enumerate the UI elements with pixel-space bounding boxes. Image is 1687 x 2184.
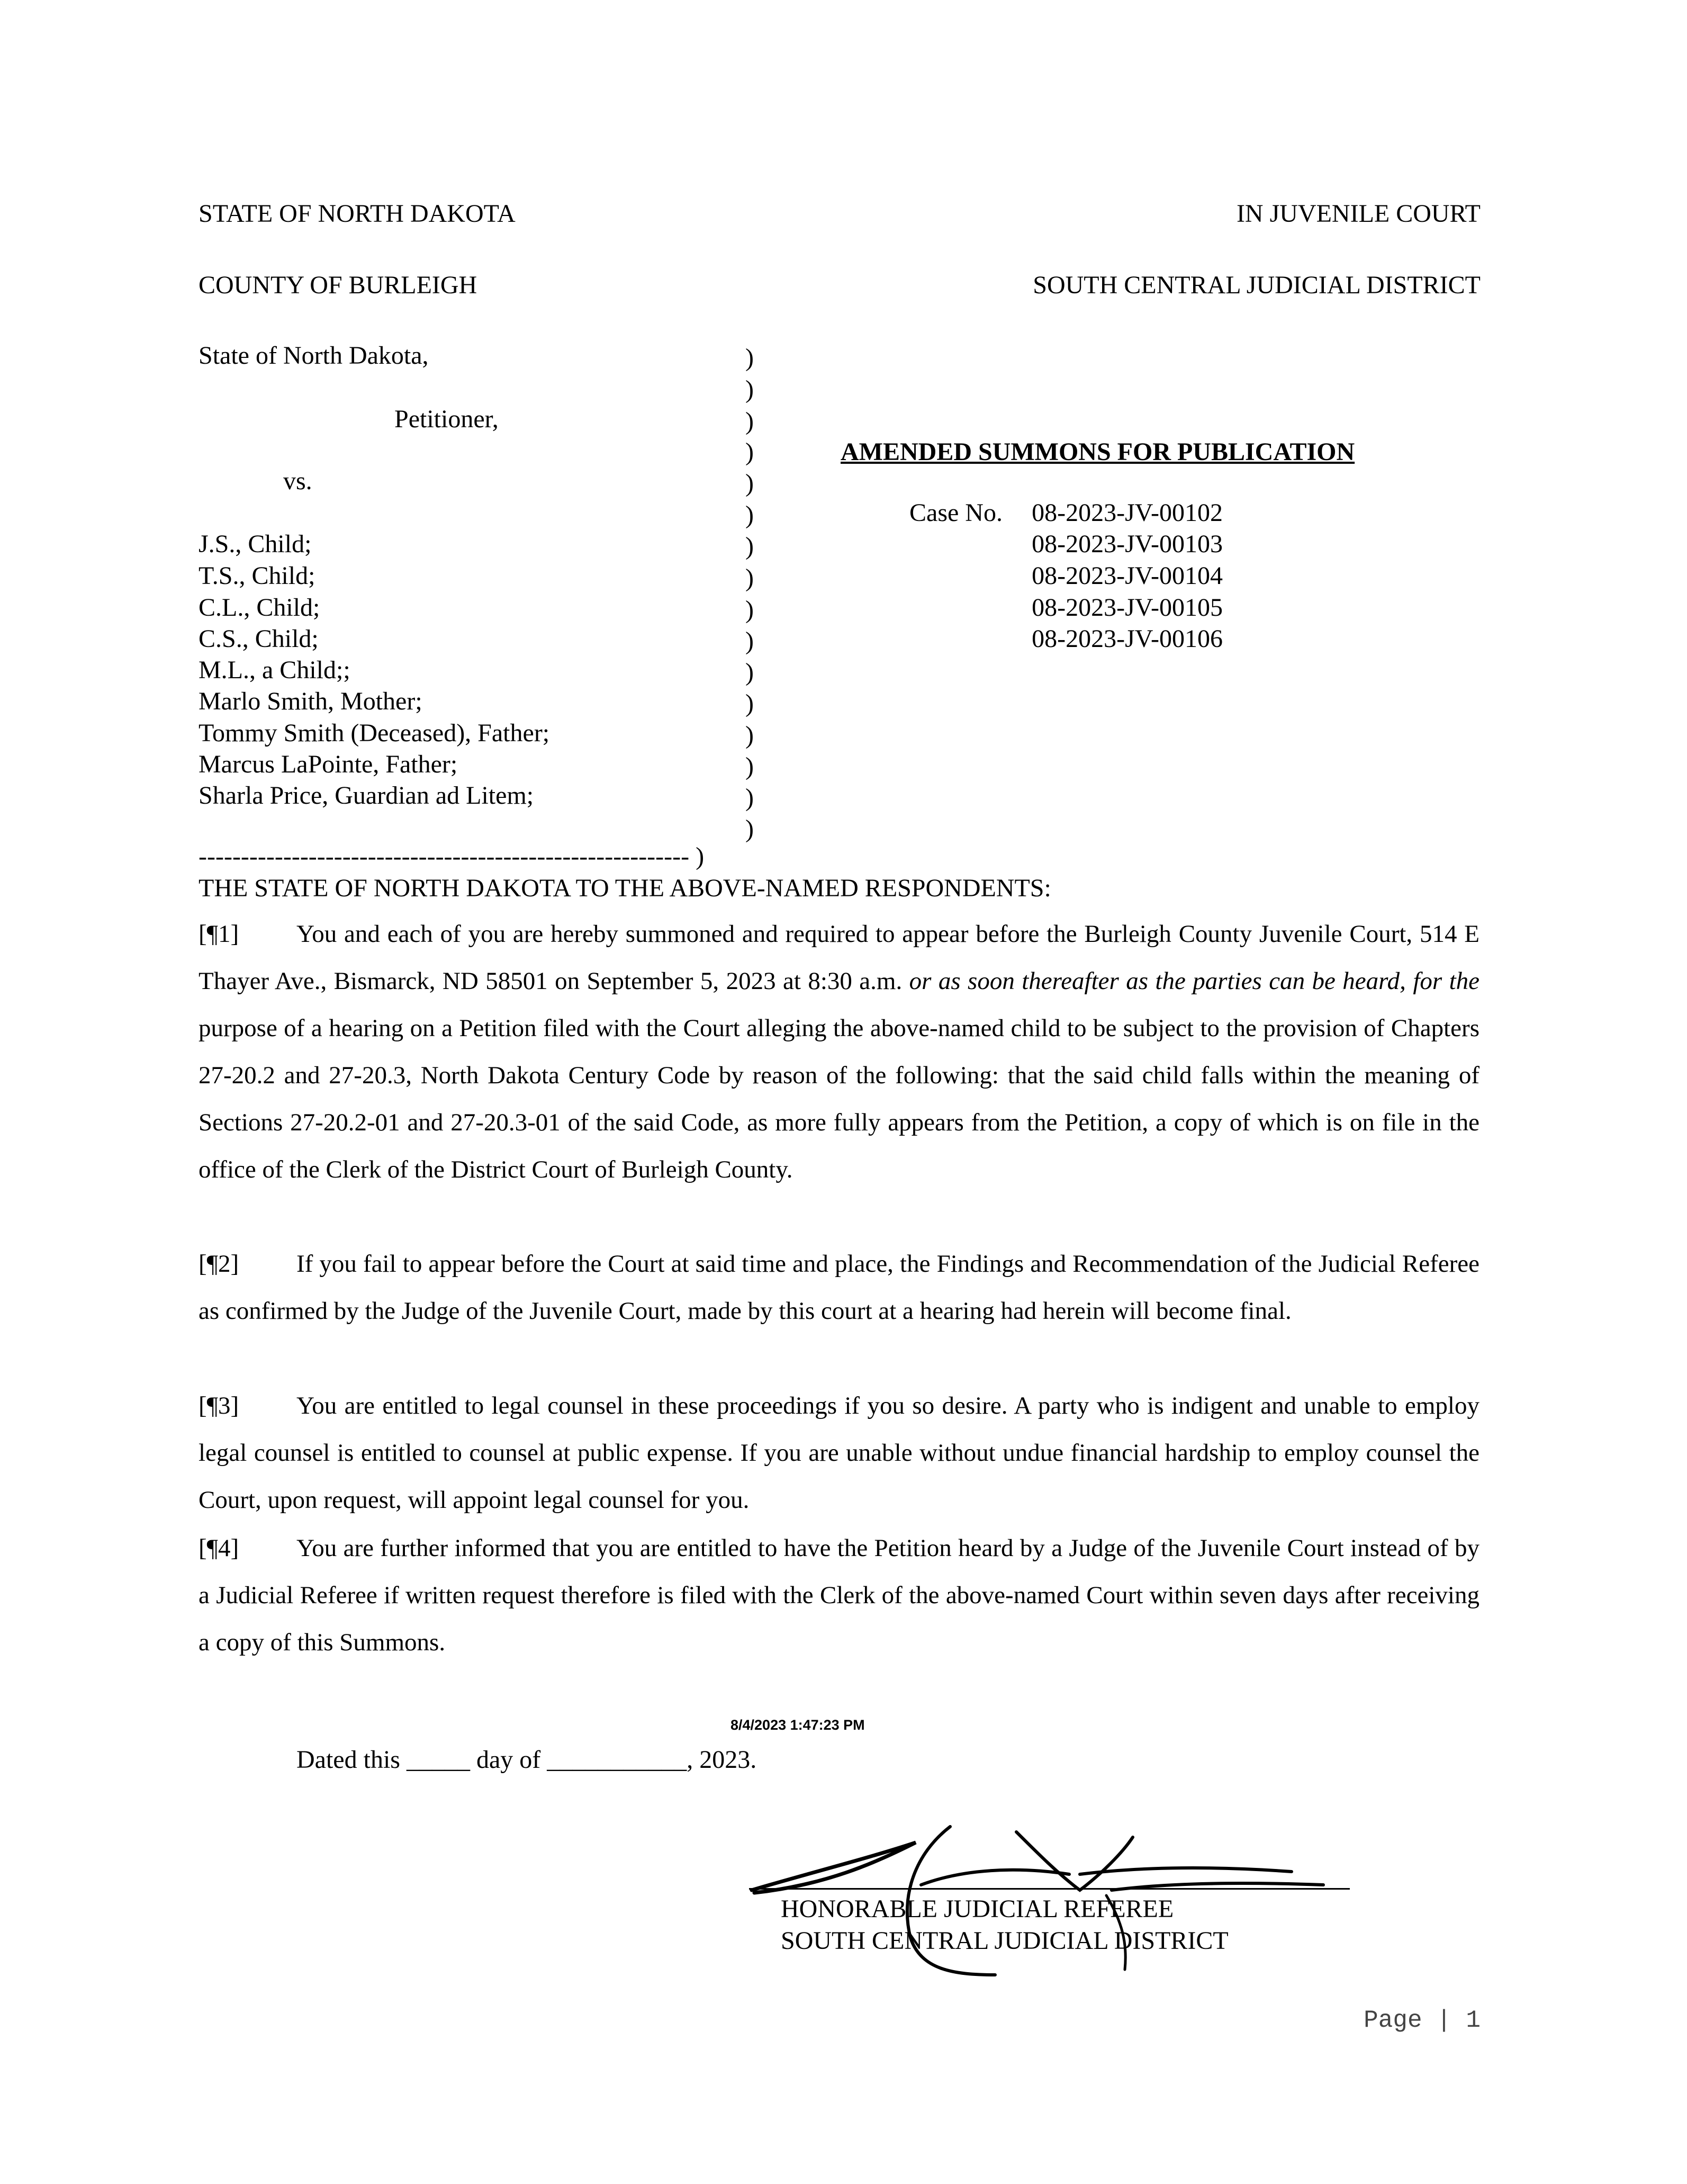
- filing-timestamp: 8/4/2023 1:47:23 PM: [730, 1717, 865, 1733]
- signer-district: SOUTH CENTRAL JUDICIAL DISTRICT: [781, 1927, 1229, 1955]
- respondent-item: J.S., Child;: [199, 530, 312, 558]
- case-number: 08-2023-JV-00105: [1032, 594, 1223, 622]
- caption-paren: ): [745, 564, 754, 592]
- state-heading: STATE OF NORTH DAKOTA: [199, 200, 516, 228]
- paragraph-2: [199, 1241, 1479, 1335]
- caption-paren: ): [745, 658, 754, 686]
- case-number: 08-2023-JV-00104: [1032, 562, 1223, 590]
- paragraph-text: You and each of you are hereby summoned and required to appear before the Burleigh County Juvenile Court, 514 E Thayer Ave., Bismarck, ND 58501 on September 5, 2023 at 8:30 a.m.: [199, 920, 1479, 995]
- paragraph-1: [199, 911, 1479, 1193]
- caption-paren: ): [745, 469, 754, 497]
- caption-divider: ---------------------------------------------------------- ): [199, 842, 705, 870]
- caption-paren: ): [745, 752, 754, 780]
- caption-paren: ): [745, 532, 754, 560]
- plaintiff-role: Petitioner,: [394, 405, 499, 433]
- caption-paren: ): [745, 501, 754, 529]
- case-number: 08-2023-JV-00103: [1032, 530, 1223, 558]
- signer-title: HONORABLE JUDICIAL REFEREE: [781, 1895, 1174, 1923]
- respondent-item: C.L., Child;: [199, 594, 320, 622]
- paragraph-text: You are further informed that you are entitled to have the Petition heard by a Judge of the Juvenile Court instead of by a Judicial Referee if written request therefore is filed with the Clerk of the above-named Court within seven days after receiving a copy of this Summons.: [199, 1534, 1479, 1656]
- paragraph-text: If you fail to appear before the Court at said time and place, the Findings and Recommendation of the Judicial Referee as confirmed by the Judge of the Juvenile Court, made by this court at a hearing had herein will become final.: [199, 1250, 1479, 1325]
- paragraph-4: [199, 1525, 1479, 1666]
- caption-paren: ): [745, 721, 754, 749]
- paragraph-text: purpose of a hearing on a Petition filed with the Court alleging the above-named child to be subject to the provision of Chapters 27-20.2 and 27-20.3, North Dakota Century Code by reason of the following: that the said child falls within the meaning of Sections 27-20.2-01 and 27-20.3-01 of the said Code, as more fully appears from the Petition, a copy of which is on file in the office of the Clerk of the District Court of Burleigh County.: [199, 1014, 1479, 1183]
- caption-paren: ): [745, 689, 754, 717]
- caption-paren: ): [745, 815, 754, 843]
- address-line: THE STATE OF NORTH DAKOTA TO THE ABOVE-NAMED RESPONDENTS:: [199, 874, 1051, 902]
- caption-paren: ): [745, 344, 754, 372]
- caption-paren: ): [745, 784, 754, 812]
- paragraph-number: [¶3]: [199, 1392, 239, 1419]
- page-number: Page | 1: [1364, 2007, 1481, 2034]
- caption-paren: ): [745, 627, 754, 655]
- caption-paren: ): [745, 407, 754, 435]
- case-number: 08-2023-JV-00106: [1032, 625, 1223, 653]
- caption-paren: ): [745, 375, 754, 403]
- plaintiff-name: State of North Dakota,: [199, 341, 429, 370]
- respondent-item: C.S., Child;: [199, 625, 319, 653]
- caption-paren: ): [745, 438, 754, 466]
- paragraph-italic-text: or as soon thereafter as the parties can be heard, for the: [909, 967, 1480, 995]
- dated-line: Dated this _____ day of ___________, 2023.: [296, 1746, 757, 1774]
- respondent-item: Tommy Smith (Deceased), Father;: [199, 719, 550, 747]
- paragraph-number: [¶1]: [199, 920, 239, 948]
- paragraph-text: You are entitled to legal counsel in these proceedings if you so desire. A party who is indigent and unable to employ legal counsel is entitled to counsel at public expense. If you are unable without undue financial hardship to employ counsel the Court, upon request, will appoint legal counsel for you.: [199, 1392, 1479, 1514]
- paragraph-number: [¶2]: [199, 1250, 239, 1278]
- versus-label: vs.: [283, 467, 312, 495]
- respondent-item: Sharla Price, Guardian ad Litem;: [199, 781, 534, 810]
- respondent-item: M.L., a Child;;: [199, 656, 350, 684]
- respondent-item: Marlo Smith, Mother;: [199, 687, 422, 715]
- respondent-item: T.S., Child;: [199, 562, 315, 590]
- document-title: AMENDED SUMMONS FOR PUBLICATION: [841, 438, 1355, 466]
- court-heading: IN JUVENILE COURT: [1236, 200, 1481, 228]
- respondent-item: Marcus LaPointe, Father;: [199, 750, 458, 778]
- signature-line: [749, 1888, 1350, 1890]
- district-heading: SOUTH CENTRAL JUDICIAL DISTRICT: [1033, 271, 1481, 299]
- paragraph-number: [¶4]: [199, 1534, 239, 1562]
- case-number-label: Case No.: [909, 499, 1003, 527]
- caption-paren: ): [745, 596, 754, 624]
- paragraph-3: [199, 1382, 1479, 1524]
- county-heading: COUNTY OF BURLEIGH: [199, 271, 477, 299]
- case-number: 08-2023-JV-00102: [1032, 499, 1223, 527]
